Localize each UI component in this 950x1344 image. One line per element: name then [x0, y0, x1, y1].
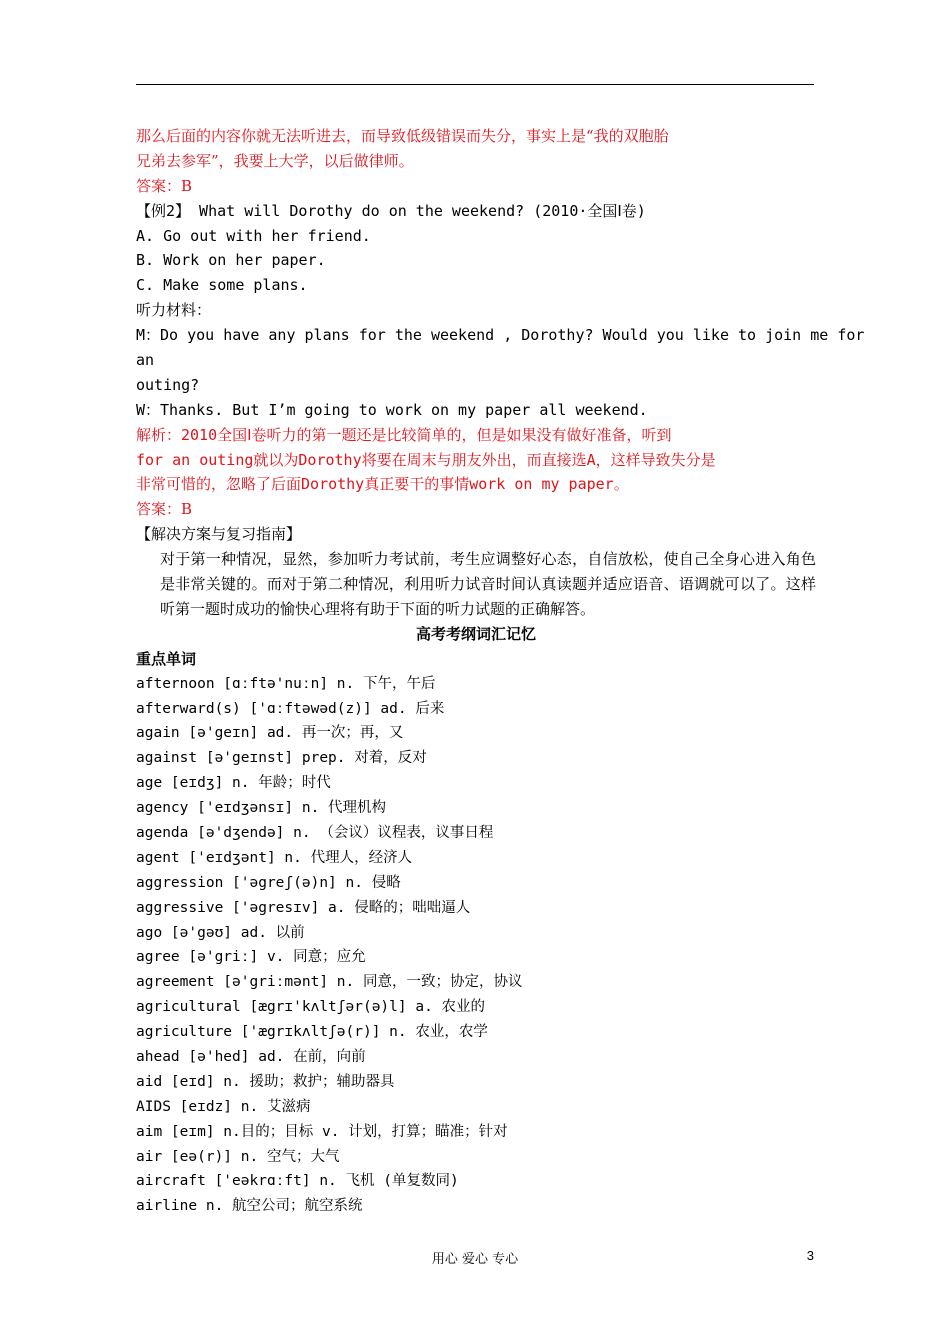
vocab-item: against [ə'geɪnst] prep. 对着，反对	[136, 750, 427, 767]
vocab-item: afternoon [ɑːftə'nuːn] n. 下午，午后	[136, 675, 436, 692]
page-content	[136, 124, 865, 1219]
vocab-item: again [ə'geɪn] ad. 再一次；再，又	[136, 725, 404, 742]
vocab-item: agenda [ə'dʒendə] n. （会议）议程表，议事日程	[136, 824, 494, 841]
analysis-line: 非常可惜的，忽略了后面Dorothy真正要干的事情work on my paper。	[136, 475, 629, 494]
vocab-item: aggressive ['əgresɪv] a. 侵略的；咄咄逼人	[136, 899, 471, 916]
vocab-item: agent ['eɪdʒənt] n. 代理人，经济人	[136, 849, 413, 866]
vocab-item: afterward(s) ['ɑːftəwəd(z)] ad. 后来	[136, 700, 445, 717]
vocab-list	[136, 672, 816, 1220]
material-line: M：Do you have any plans for the weekend , Dorothy? Would you like to join me for	[136, 326, 865, 345]
material-line: an	[136, 351, 155, 370]
vocab-item: AIDS [eɪdz] n. 艾滋病	[136, 1098, 311, 1115]
material-line: outing?	[136, 375, 200, 394]
vocab-item: agreement [ə'griːmənt] n. 同意，一致；协定，协议	[136, 974, 523, 991]
vocab-item: ahead [ə'hed] ad. 在前，向前	[136, 1049, 366, 1065]
footer-slogan: 用心 爱心 专心	[431, 1252, 519, 1267]
vocab-item: agriculture ['ægrɪkʌltʃə(r)] n. 农业，农学	[136, 1024, 488, 1041]
analysis-line: 解析：2010全国Ⅰ卷听力的第一题还是比较简单的，但是如果没有做好准备，听到	[136, 425, 672, 444]
answer-line: 答案：B	[136, 500, 193, 519]
vocab-item: aim [eɪm] n.目的；目标 v. 计划，打算；瞄准；针对	[136, 1123, 508, 1140]
page-number: 3	[806, 1248, 814, 1263]
vocab-item: agency ['eɪdʒənsɪ] n. 代理机构	[136, 800, 387, 817]
vocab-item: air [eə(r)] n. 空气；大气	[136, 1148, 340, 1165]
answer-line: 答案：B	[136, 176, 193, 195]
option-c: C. Make some plans.	[136, 276, 308, 295]
material-line: W：Thanks. But I’m going to work on my paper all weekend.	[136, 400, 648, 419]
vocab-item: agree [ə'griː] v. 同意；应允	[136, 949, 366, 966]
example-question: 【例2】 What will Dorothy do on the weekend? (2010·全国Ⅰ卷)	[136, 201, 646, 220]
header-rule	[136, 84, 814, 85]
option-b: B. Work on her paper.	[136, 251, 326, 270]
option-a: A. Go out with her friend.	[136, 226, 371, 245]
page-footer	[0, 1248, 950, 1268]
solution-paragraph: 对于第一种情况，显然，参加听力考试前，考生应调整好心态，自信放松，使自己全身心进入角色是非常关键的。而对于第二种情况，利用听力试音时间认真读题并适应语音、语调就可以了。这样听第一题时成功的愉快心理将有助于下面的听力试题的正确解答。	[160, 550, 816, 618]
vocab-item: agricultural [ægrɪ'kʌltʃər(ə)l] a. 农业的	[136, 999, 486, 1016]
analysis-line: for an outing就以为Dorothy将要在周末与朋友外出，而直接选A，这样导致失分是	[136, 450, 716, 469]
vocab-item: aggression ['əgreʃ(ə)n] n. 侵略	[136, 874, 401, 891]
vocab-item: airline n. 航空公司；航空系统	[136, 1198, 363, 1215]
vocab-subtitle: 重点单词	[136, 649, 197, 668]
vocab-title: 高考考纲词汇记忆	[415, 624, 536, 643]
vocab-item: aircraft ['eəkrɑːft] n. 飞机 (单复数同)	[136, 1173, 459, 1190]
red-text-line: 兄弟去参军”，我要上大学，以后做律师。	[136, 151, 414, 170]
vocab-item: aid [eɪd] n. 援助；救护；辅助器具	[136, 1073, 395, 1090]
solution-heading: 【解决方案与复习指南】	[136, 525, 302, 544]
red-text-line: 那么后面的内容你就无法听进去，而导致低级错误而失分，事实上是“我的双胞胎	[136, 127, 669, 145]
vocab-item: ago [ə'gəʊ] ad. 以前	[136, 924, 305, 941]
material-label: 听力材料：	[136, 301, 212, 320]
vocab-item: age [eɪdʒ] n. 年龄；时代	[136, 775, 331, 792]
